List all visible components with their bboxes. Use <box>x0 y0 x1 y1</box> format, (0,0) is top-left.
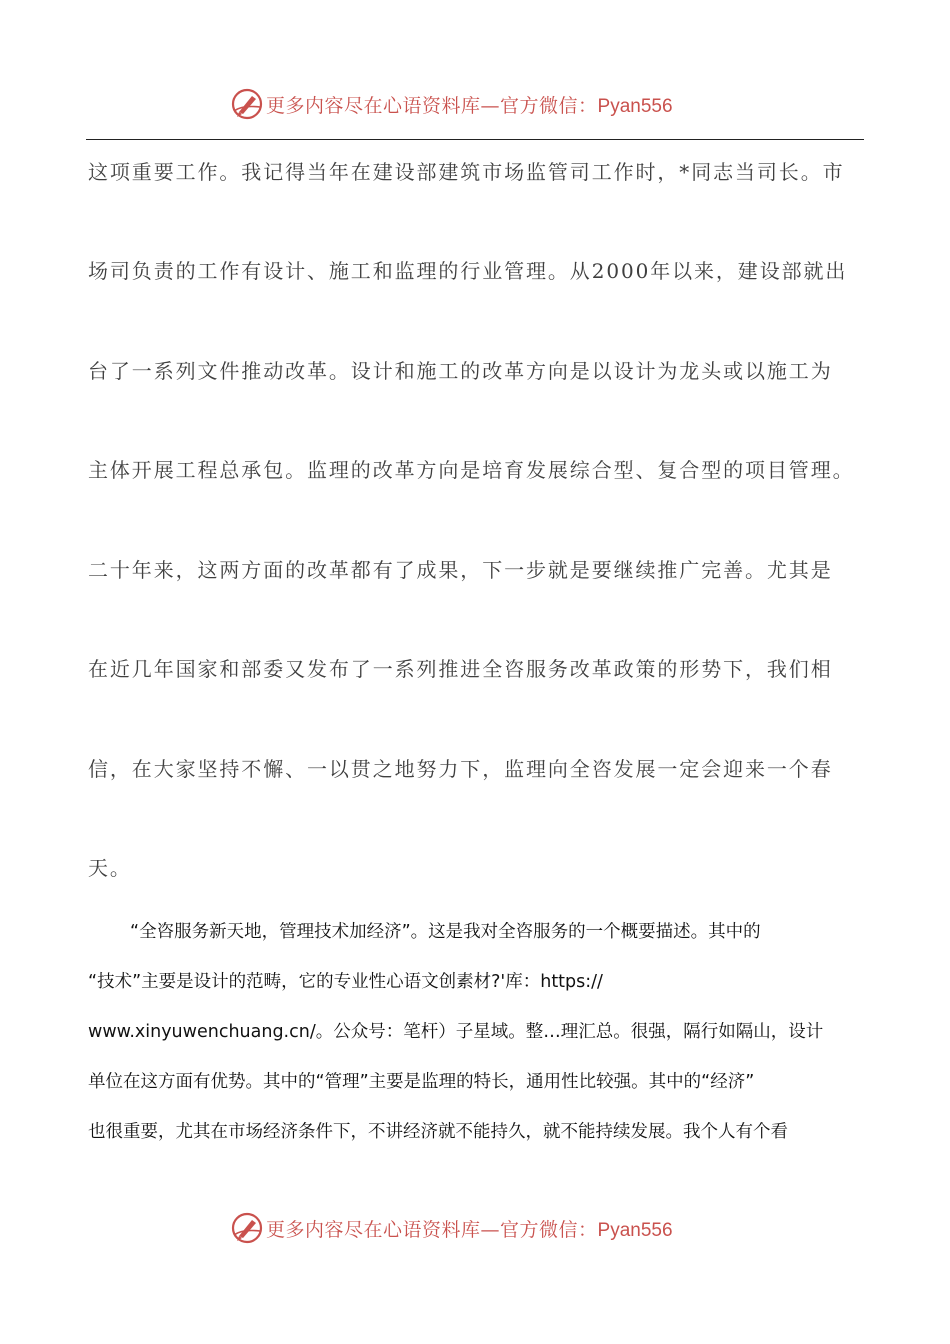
paragraph-line: 在近几年国家和部委又发布了一系列推进全咨服务改革政策的形势下，我们相 <box>88 657 833 681</box>
footer-banner <box>0 1206 950 1250</box>
footer-banner-text: 更多内容尽在心语资料库—官方微信：Pyan556 <box>266 1218 673 1241</box>
footer-wechat-id: Pyan556 <box>597 1219 673 1241</box>
paragraph-line: 信，在大家坚持不懈、一以贯之地努力下，监理向全咨发展一定会迎来一个春 <box>88 757 833 781</box>
paragraph-line: 主体开展工程总承包。监理的改革方向是培育发展综合型、复合型的项目管理。 <box>88 458 855 482</box>
paragraph-line: 天。 <box>88 856 132 880</box>
paragraph-line: 场司负责的工作有设计、施工和监理的行业管理。从2000年以来，建设部就出 <box>88 259 848 283</box>
header-banner <box>0 82 950 126</box>
paragraph-line: “全咨服务新天地，管理技术加经济”。这是我对全咨服务的一个概要描述。其中的 <box>130 922 761 942</box>
pen-logo-icon <box>230 87 264 121</box>
header-divider <box>86 139 864 140</box>
paragraph-line: 也很重要，尤其在市场经济条件下，不讲经济就不能持久，就不能持续发展。我个人有个看 <box>88 1122 788 1142</box>
header-banner-text: 更多内容尽在心语资料库—官方微信：Pyan556 <box>266 94 673 117</box>
paragraph-line: 台了一系列文件推动改革。设计和施工的改革方向是以设计为龙头或以施工为 <box>88 359 833 383</box>
header-wechat-id: Pyan556 <box>597 95 673 117</box>
paragraph-line: 这项重要工作。我记得当年在建设部建筑市场监管司工作时，*同志当司长。市 <box>88 160 845 184</box>
paragraph-line: “技术”主要是设计的范畴，它的专业性心语文创素材?'库：https:// <box>88 972 603 992</box>
pen-logo-icon <box>230 1211 264 1245</box>
paragraph-line: 二十年来，这两方面的改革都有了成果，下一步就是要继续推广完善。尤其是 <box>88 558 833 582</box>
paragraph-line: 单位在这方面有优势。其中的“管理”主要是监理的特长，通用性比较强。其中的“经济” <box>88 1072 755 1092</box>
paragraph-line: www.xinyuwenchuang.cn/。公众号：笔杆）子星域。整…理汇总。很强，隔行如隔山，设计 <box>88 1022 824 1042</box>
